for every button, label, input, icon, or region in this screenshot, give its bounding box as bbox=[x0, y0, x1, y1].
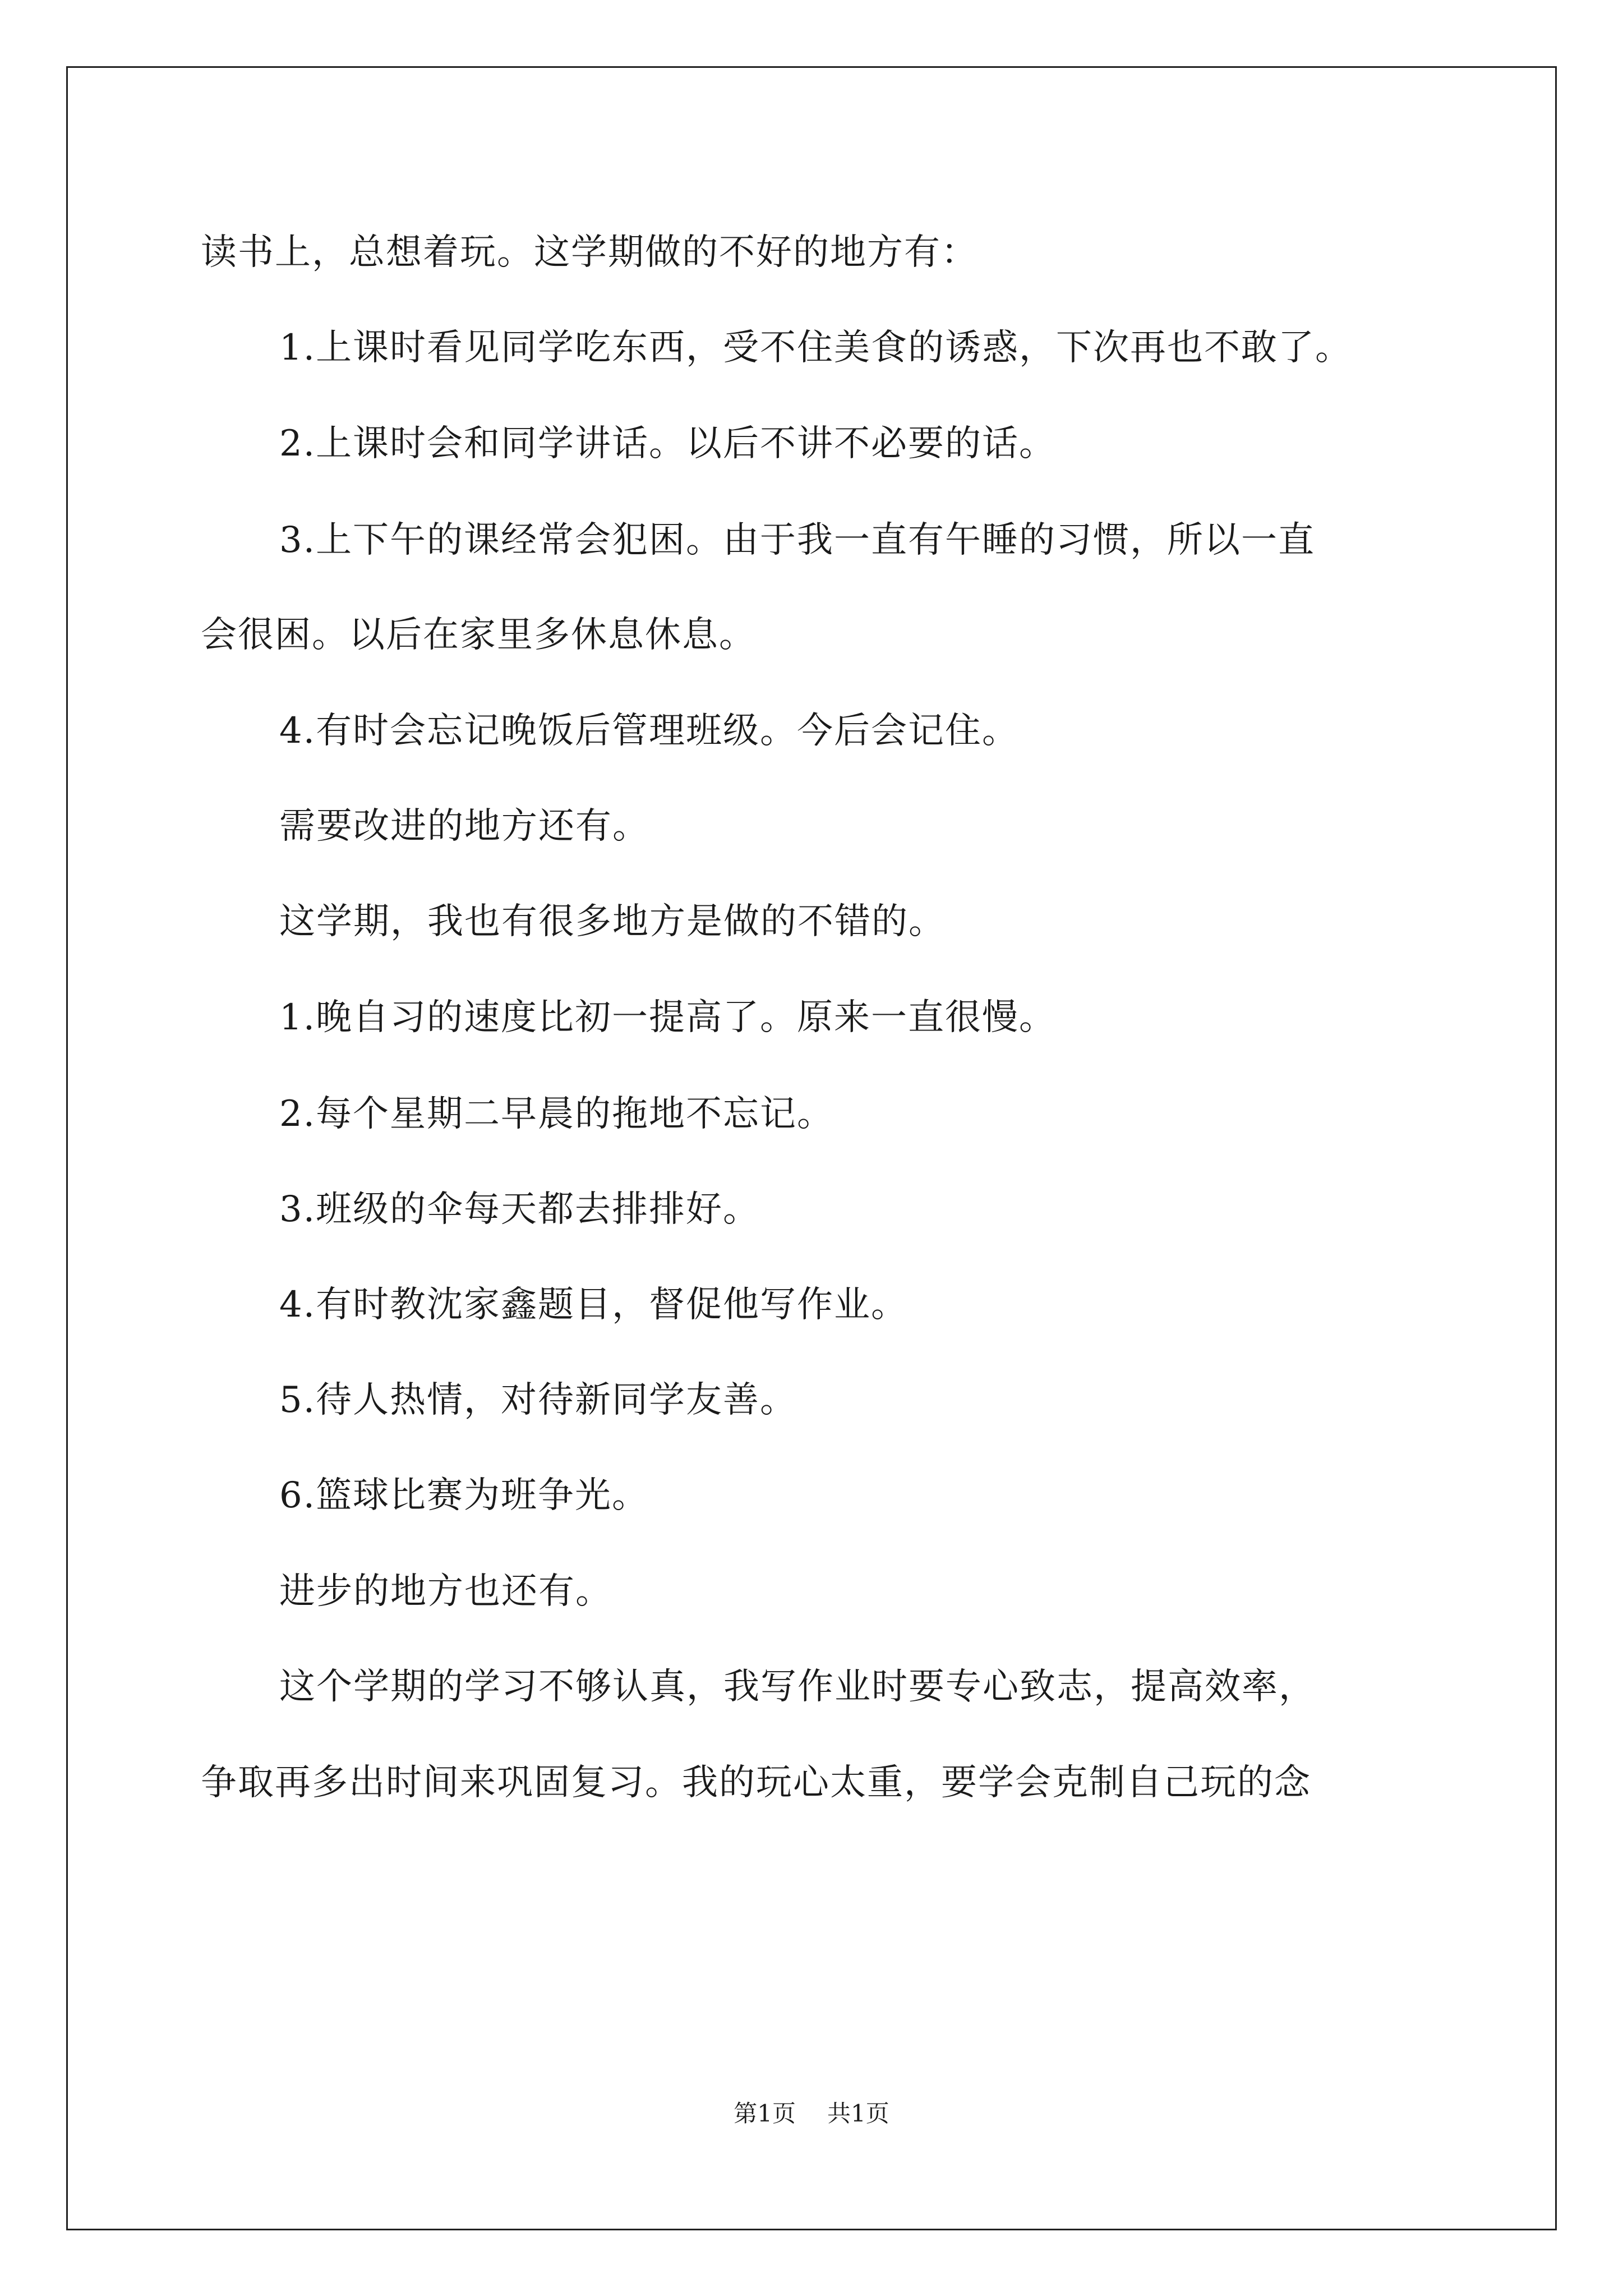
paragraph-line: 进步的地方也还有。 bbox=[279, 1571, 612, 1612]
paragraph-line: 1.晚自习的速度比初一提高了。原来一直很慢。 bbox=[279, 997, 1057, 1038]
paragraph-line: 会很困。以后在家里多休息休息。 bbox=[201, 614, 756, 656]
paragraph-line: 这学期，我也有很多地方是做的不错的。 bbox=[279, 901, 946, 942]
page-number-total: 共1页 bbox=[827, 2100, 889, 2127]
paragraph-line: 4.有时教沈家鑫题目，督促他写作业。 bbox=[279, 1284, 909, 1326]
paragraph-line: 6.篮球比赛为班争光。 bbox=[279, 1475, 649, 1516]
paragraph-line: 需要改进的地方还有。 bbox=[279, 806, 649, 847]
page-border bbox=[66, 66, 1557, 2230]
paragraph-line: 1.上课时看见同学吃东西，受不住美食的诱惑，下次再也不敢了。 bbox=[279, 327, 1353, 369]
page-number-current: 第1页 bbox=[734, 2100, 796, 2127]
paragraph-line: 5.待人热情，对待新同学友善。 bbox=[279, 1379, 797, 1421]
paragraph-line: 4.有时会忘记晚饭后管理班级。今后会记住。 bbox=[279, 710, 1020, 752]
paragraph-line: 这个学期的学习不够认真，我写作业时要专心致志，提高效率， bbox=[279, 1666, 1316, 1708]
paragraph-line: 读书上，总想着玩。这学期做的不好的地方有： bbox=[201, 232, 978, 273]
paragraph-line: 3.上下午的课经常会犯困。由于我一直有午睡的习惯，所以一直 bbox=[279, 519, 1316, 561]
paragraph-line: 2.每个星期二早晨的拖地不忘记。 bbox=[279, 1093, 834, 1135]
paragraph-line: 争取再多出时间来巩固复习。我的玩心太重，要学会克制自己玩的念 bbox=[201, 1762, 1311, 1803]
paragraph-line: 2.上课时会和同学讲话。以后不讲不必要的话。 bbox=[279, 423, 1057, 464]
paragraph-line: 3.班级的伞每天都去排排好。 bbox=[279, 1189, 760, 1230]
page-footer bbox=[0, 2097, 1623, 2131]
